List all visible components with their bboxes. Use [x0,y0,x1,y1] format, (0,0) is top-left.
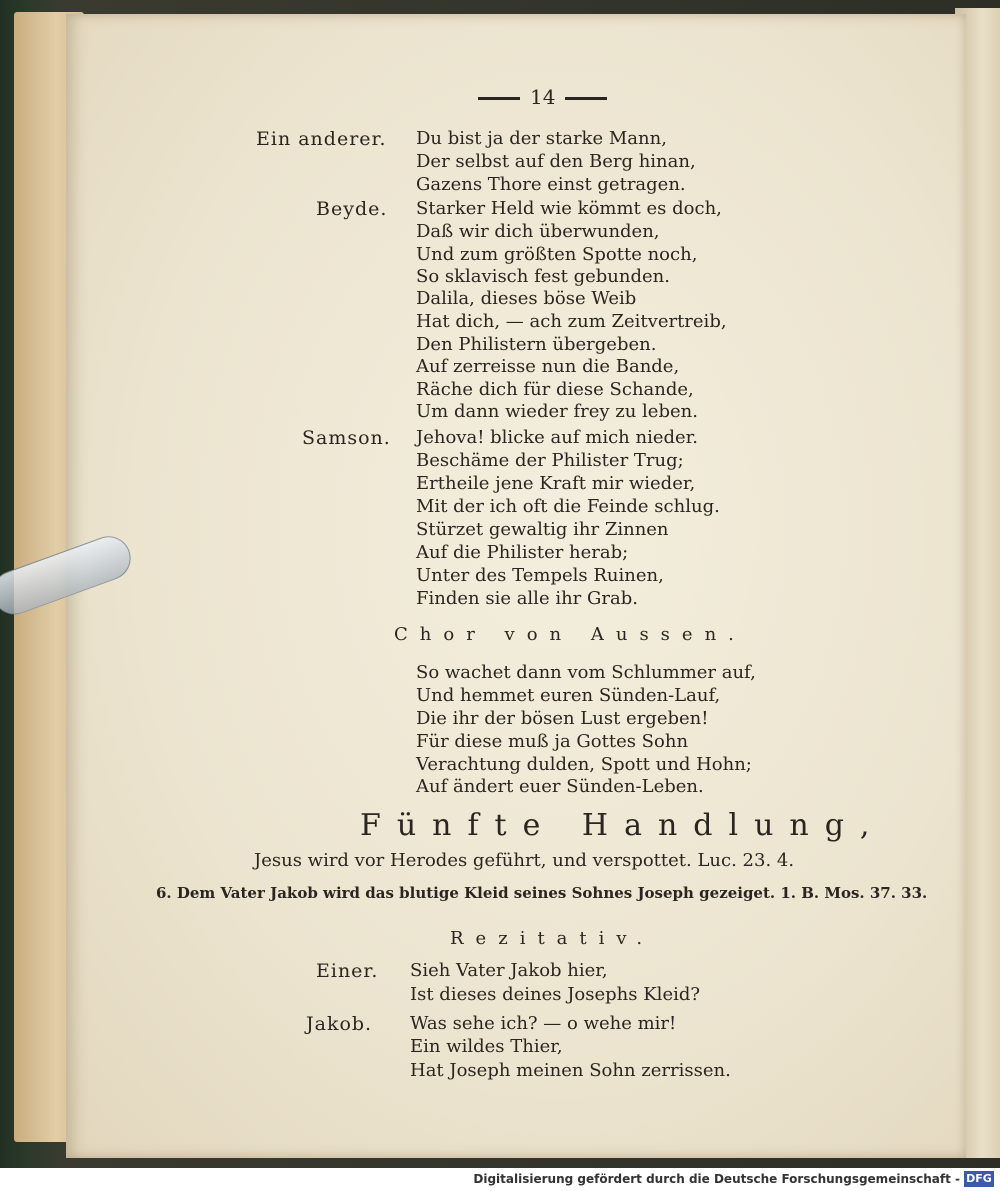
verse-line: Auf zerreisse nun die Bande, [416,356,680,377]
verse-line: Sieh Vater Jakob hier, [410,960,608,981]
left-dash [478,97,520,100]
speaker-beyde: Beyde. [316,198,388,220]
verse-line: Mit der ich oft die Feinde schlug. [416,496,720,517]
chor-line: Die ihr der bösen Lust ergeben! [416,708,709,729]
chor-line: So wachet dann vom Schlummer auf, [416,662,756,683]
rezitativ-heading: Rezitativ. [450,928,655,949]
verse-line: Dalila, dieses böse Weib [416,288,637,309]
chor-line: Verachtung dulden, Spott und Hohn; [416,754,752,775]
act-heading: Fünfte Handlung, [360,808,886,843]
verse-line: Stürzet gewaltig ihr Zinnen [416,519,669,540]
chor-line: Und hemmet euren Sünden-Lauf, [416,685,721,706]
dfg-logo: DFG [964,1171,994,1187]
verse-line: Jehova! blicke auf mich nieder. [416,427,699,448]
right-dash [565,97,607,100]
verse-line: Hat Joseph meinen Sohn zerrissen. [410,1060,731,1081]
funding-note: Digitalisierung gefördert durch die Deutsche Forschungsgemeinschaft - [473,1172,960,1186]
verse-line: Daß wir dich überwunden, [416,221,660,242]
chor-line: Für diese muß ja Gottes Sohn [416,731,689,752]
verse-line: Räche dich für diese Schande, [416,379,694,400]
chor-heading: Chor von Aussen. [394,624,746,645]
speaker-samson: Samson. [302,427,391,449]
verse-line: Starker Held wie kömmt es doch, [416,198,722,219]
verse-line: So sklavisch fest gebunden. [416,266,670,287]
verse-line: Der selbst auf den Berg hinan, [416,151,696,172]
verse-line: Um dann wieder frey zu leben. [416,401,698,422]
verse-line: Ein wildes Thier, [410,1036,563,1057]
verse-line: Du bist ja der starke Mann, [416,128,667,149]
verse-line: Auf die Philister herab; [416,542,629,563]
verse-line: Finden sie alle ihr Grab. [416,588,638,609]
verse-line: Was sehe ich? — o wehe mir! [410,1013,677,1034]
verse-line: Den Philistern übergeben. [416,334,657,355]
verse-line: Beschäme der Philister Trug; [416,450,684,471]
verse-line: Und zum größten Spotte noch, [416,244,698,265]
speaker-ein-anderer: Ein anderer. [256,128,387,150]
chor-line: Auf ändert euer Sünden-Leben. [416,776,704,797]
verse-line: Unter des Tempels Ruinen, [416,565,664,586]
act-subtitle: Jesus wird vor Herodes geführt, und verspottet. Luc. 23. 4. [254,850,795,871]
verse-line: Ertheile jene Kraft mir wieder, [416,473,696,494]
scene-note: 6. Dem Vater Jakob wird das blutige Kleid seines Sohnes Joseph gezeiget. 1. B. Mos. 37. 33. [156,884,928,902]
speaker-einer: Einer. [316,960,379,982]
page-number: 14 [468,85,617,109]
verse-line: Hat dich, — ach zum Zeitvertreib, [416,311,727,332]
verse-line: Ist dieses deines Josephs Kleid? [410,984,701,1005]
verse-line: Gazens Thore einst getragen. [416,174,686,195]
speaker-jakob: Jakob. [306,1013,373,1035]
